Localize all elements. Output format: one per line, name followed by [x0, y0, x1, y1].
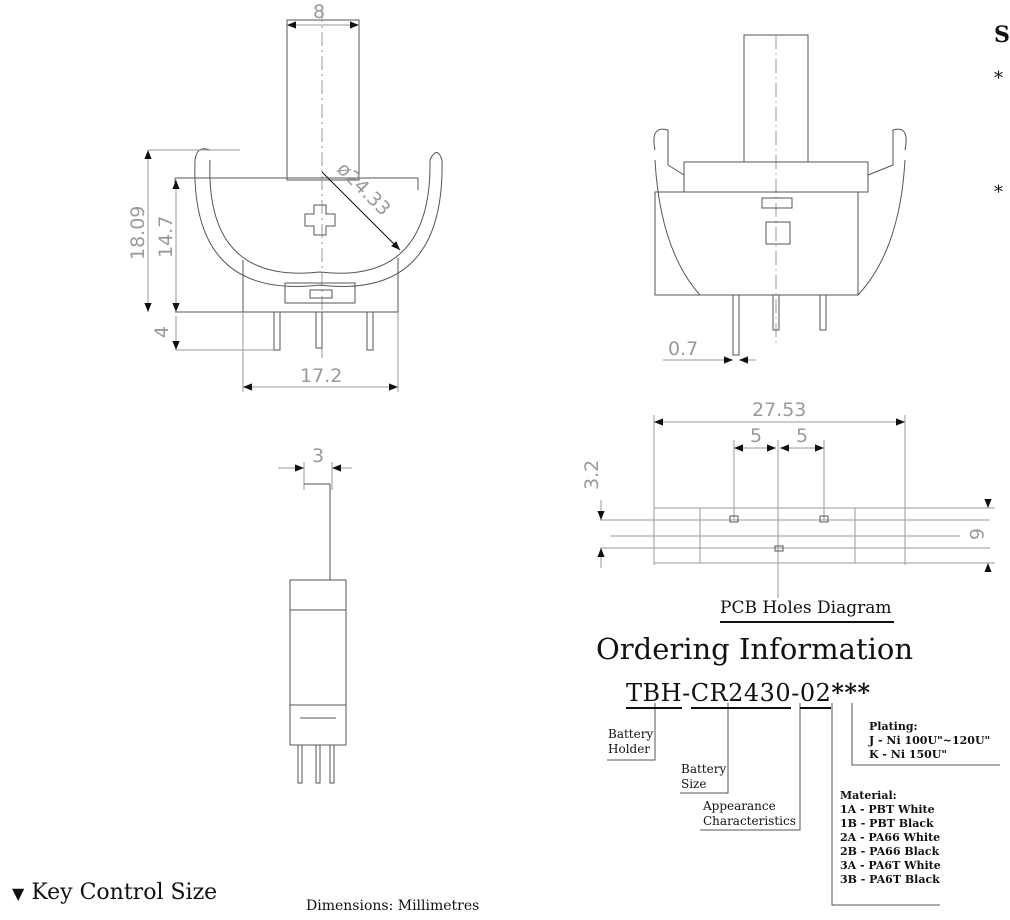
- plating-block: [869, 720, 990, 762]
- dim-pcb-offset: 3.2: [581, 459, 603, 490]
- code-size: CR2430: [690, 679, 792, 707]
- code-sep-1: -: [682, 679, 691, 707]
- dim-pcb-left: 5: [750, 425, 763, 447]
- right-edge-mark-1: *: [994, 68, 1003, 89]
- key-control-size-label: Key Control Size: [31, 880, 218, 905]
- material-option: 1A - PBT White: [840, 803, 935, 816]
- material-option: 2A - PA66 White: [840, 831, 941, 844]
- label-battery-size: Battery Size: [681, 762, 727, 791]
- dim-body-width: 17.2: [300, 365, 343, 387]
- thin-side-view: [278, 462, 352, 783]
- material-block: [840, 789, 941, 887]
- material-option: 3B - PA6T Black: [840, 873, 940, 886]
- material-title: Material:: [840, 789, 897, 802]
- pcb-holes-title: PCB Holes Diagram: [720, 598, 892, 618]
- side-view: [654, 35, 906, 360]
- material-option: 1B - PBT Black: [840, 817, 934, 830]
- material-option: 3A - PA6T White: [840, 859, 941, 872]
- label-battery-holder: Battery Holder: [608, 727, 654, 756]
- dim-height-overall: 18.09: [127, 205, 149, 260]
- right-edge-mark-2: *: [994, 182, 1003, 203]
- code-options: ***: [831, 678, 871, 707]
- plating-option-k: K - Ni 150U": [869, 748, 948, 761]
- dim-pcb-depth: 6: [965, 528, 987, 541]
- dim-pcb-total: 27.53: [752, 399, 807, 421]
- right-edge-letter: S: [994, 22, 1010, 48]
- dim-side-thickness: 3: [312, 445, 325, 467]
- front-view: [148, 8, 442, 392]
- key-control-size: [12, 880, 217, 905]
- triangle-down-icon: ▼: [12, 884, 25, 903]
- dim-pin-width: 0.7: [668, 338, 699, 360]
- plating-title: Plating:: [869, 720, 918, 733]
- plating-option-j: J - Ni 100U"~120U": [869, 734, 991, 747]
- code-sep-2: -: [791, 679, 800, 707]
- ordering-code: [626, 678, 871, 707]
- units-note: Dimensions: Millimetres: [306, 898, 480, 914]
- ordering-title: Ordering Information: [596, 632, 914, 666]
- code-appearance: 02: [799, 679, 832, 707]
- dim-top-width: 8: [313, 1, 326, 23]
- code-prefix: TBH: [626, 679, 683, 707]
- material-option: 2B - PA66 Black: [840, 845, 940, 858]
- dim-pin-length: 4: [151, 325, 173, 338]
- dim-pcb-right: 5: [796, 425, 809, 447]
- dim-height-body: 14.7: [155, 215, 177, 258]
- label-appearance: Appearance Characteristics: [703, 799, 796, 828]
- dim-diameter: ø24.33: [332, 157, 395, 221]
